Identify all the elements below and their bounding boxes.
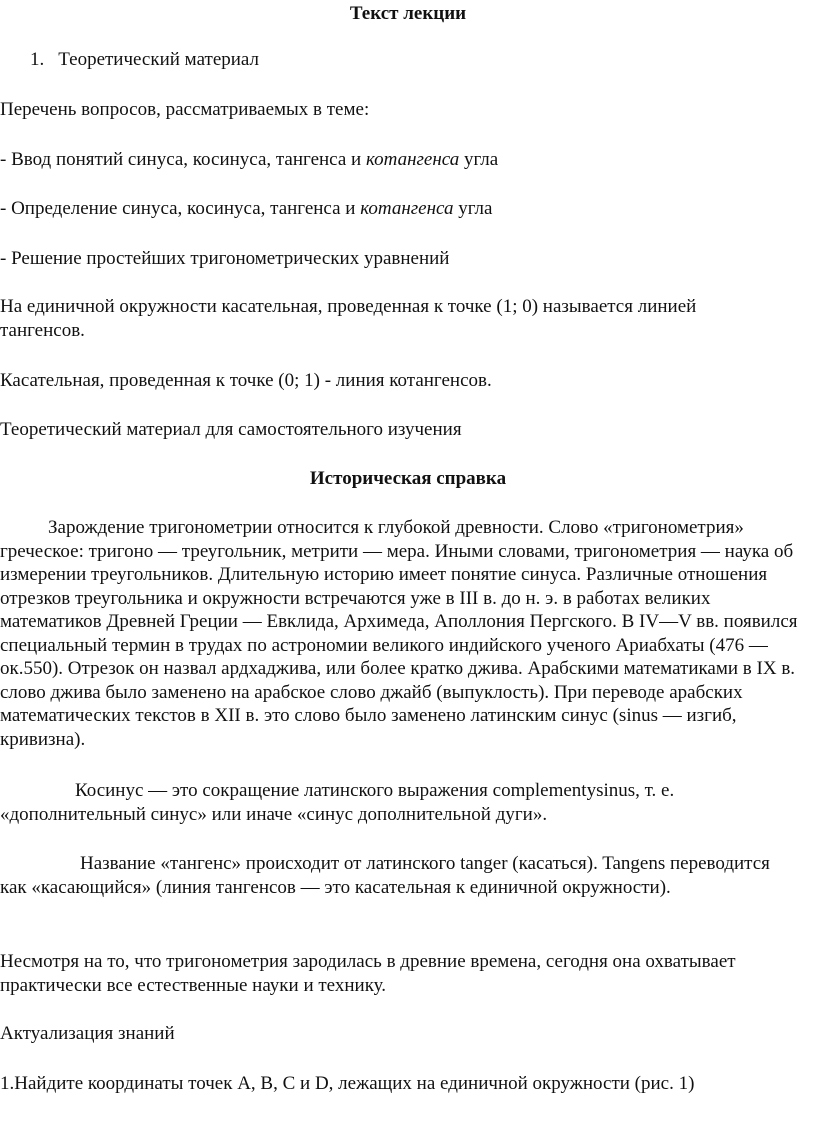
section-label: Теоретический материал [58,49,260,70]
italic-term: котангенса [365,149,460,170]
page-title: Текст лекции [349,3,467,24]
modern-paragraph: Несмотря на то, что тригонометрия зародилась в древние времена, сегодня она охватывает практически все естественные науки и технику. [0,951,736,996]
cosine-paragraph: Косинус — это сокращение латинского выражения complementysinus, т. е. «дополнительный синус» или иначе «синус дополнительной дуги». [0,780,675,825]
actualization-heading: Актуализация знаний [0,1023,175,1044]
cotangent-line-paragraph: Касательная, проведенная к точке (0; 1) - линия котангенсов. [0,370,492,391]
tangent-line-paragraph: На единичной окружности касательная, проведенная к точке (1; 0) называется линией тангенсов. [0,296,697,341]
italic-term: котангенса [360,198,454,219]
self-study-heading: Теоретический материал для самостоятельного изучения [0,419,462,440]
section-heading [30,48,790,72]
questions-intro: Перечень вопросов, рассматриваемых в теме: [0,99,370,120]
history-paragraph: Зарождение тригонометрии относится к глубокой древности. Слово «тригонометрия» греческое: тригоно — треугольник, метрити — мера. Иными словами, тригонометрия — наука об измерении треугольников. Длительную историю имеет понятие синуса. Различные отношения отрезков треугольника и окружности встречаются уже в III в. до н. э. в работах великих математиков Древней Греции — Евклида, Архимеда, Аполлония Пергского. В IV—V вв. появился специальный термин в трудах по астрономии великого индийского ученого Ариабхаты (476 — ок.550). Отрезок он назвал ардхаджива, или более кратко джива. Арабскими математиками в IX в. слово джива было заменено на арабское слово джайб (выпуклость). При переводе арабских математических текстов в XII в. это слово было заменено латинским синус (sinus — изгиб, кривизна). [0,517,798,750]
tangent-paragraph: Название «тангенс» происходит от латинского tanger (касаться). Tangens переводится как «касающийся» (линия тангенсов — это касательная к единичной окружности). [0,853,770,898]
task-item: 1.Найдите координаты точек A, B, C и D, лежащих на единичной окружности (рис. 1) [0,1073,695,1094]
question-item: - Решение простейших тригонометрических уравнений [0,248,450,269]
history-heading: Историческая справка [309,468,507,489]
question-item: - Определение синуса, косинуса, тангенса и котангенса угла [0,198,493,219]
question-item: - Ввод понятий синуса, косинуса, тангенса и котангенса угла [0,149,499,170]
section-number: 1. [30,49,45,70]
